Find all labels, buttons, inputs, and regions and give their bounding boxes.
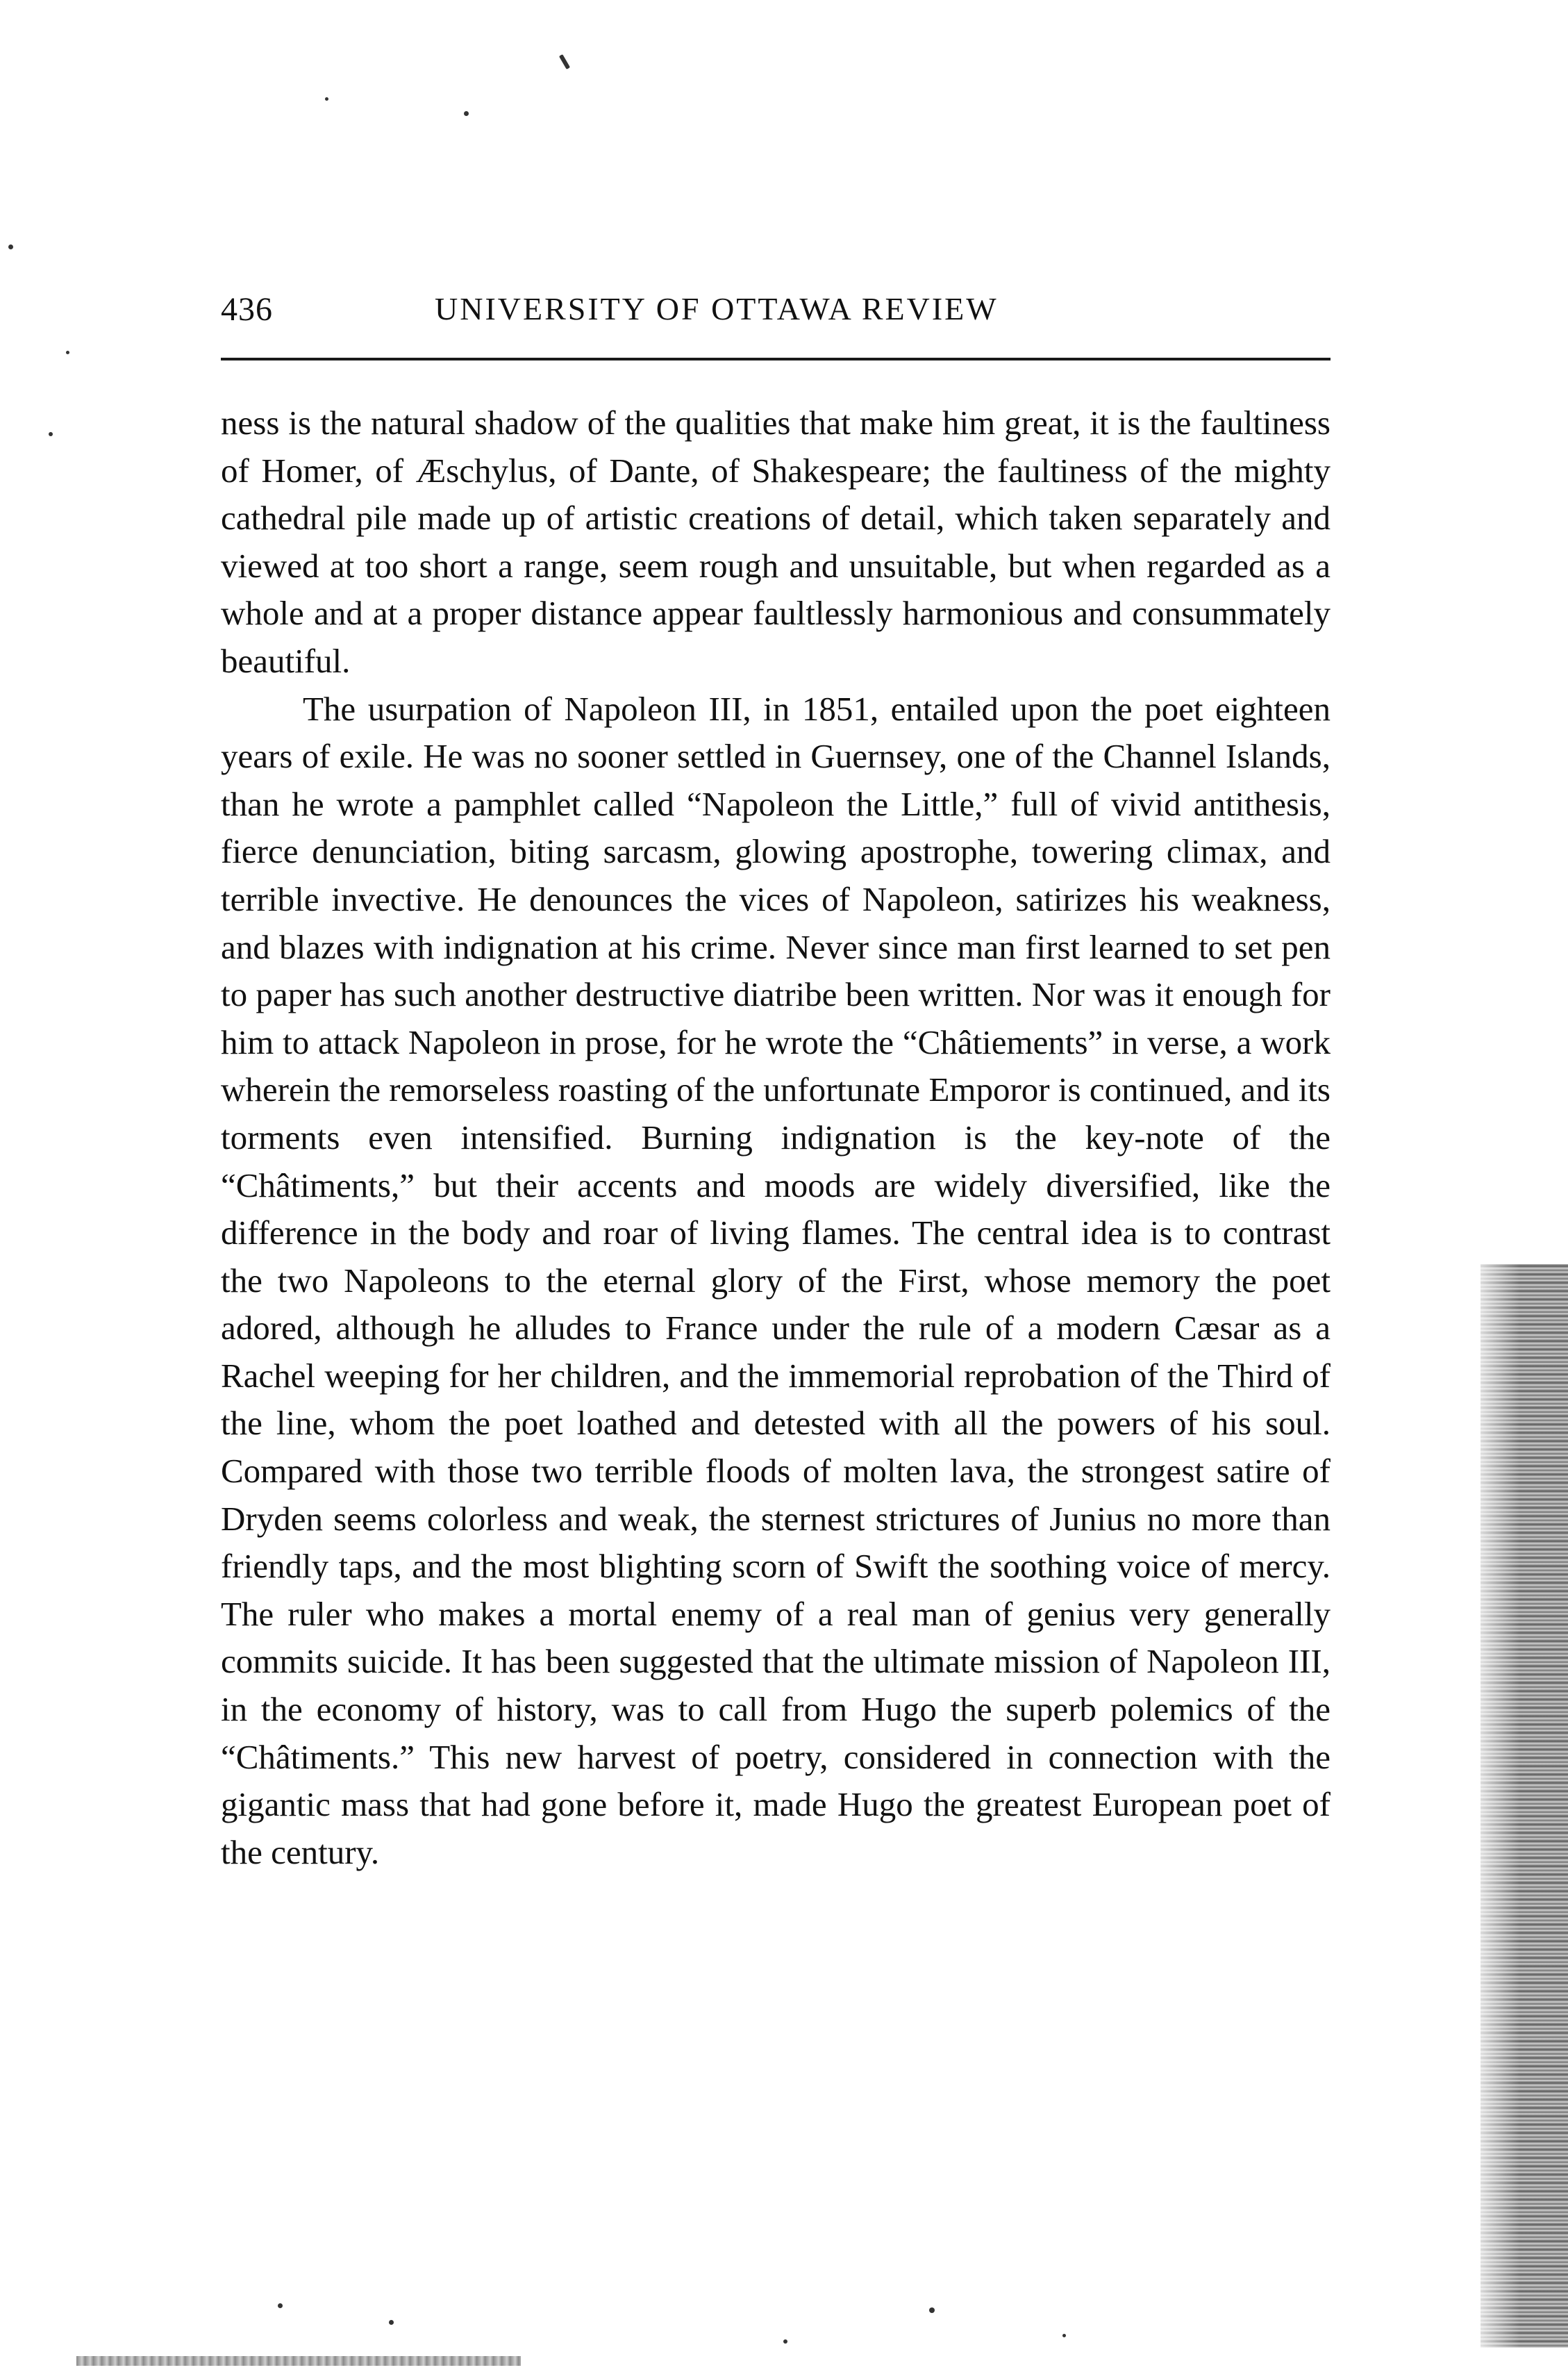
scan-speck xyxy=(559,54,570,69)
scan-speck xyxy=(783,2339,787,2344)
paragraph-continued: ness is the natural shadow of the qualities that make him great, it is the faultiness of Homer, of Æschylus, of Dante, of Shakespeare; the faultiness of the mighty cathedral pile made up of artistic creations of detail, which taken separately and viewed at too short a range, seem rough and unsuitable, but when regarded as a whole and at a proper distance appear faultlessly harmonious and consummately beautiful. xyxy=(221,404,1331,680)
scan-speck xyxy=(1062,2334,1066,2337)
scan-speck xyxy=(929,2307,935,2313)
scan-speck xyxy=(389,2320,394,2325)
running-title: UNIVERSITY OF OTTAWA REVIEW xyxy=(435,291,999,326)
scan-bottom-artifact xyxy=(76,2356,521,2366)
scan-speck xyxy=(464,111,469,116)
scan-speck xyxy=(49,432,53,436)
page-number: 436 xyxy=(221,291,273,328)
scan-speck xyxy=(8,244,13,249)
scan-speck xyxy=(278,2303,283,2308)
header-rule xyxy=(221,358,1331,360)
scan-speck xyxy=(66,351,69,354)
scan-edge-fade xyxy=(1481,1264,1568,2348)
body-text xyxy=(221,399,1331,1876)
page-header xyxy=(221,290,1331,353)
scan-speck xyxy=(325,97,328,101)
paragraph-napoleon: The usurpation of Napoleon III, in 1851, entailed upon the poet eighteen years of exile. He was no sooner settled in Guernsey, one of the Channel Islands, than he wrote a pamphlet called “Napoleon the Little,” full of vivid antithesis, fierce denunciation, biting sarcasm, glowing apostrophe, towering climax, and terrible invective. He denounces the vices of Napoleon, satirizes his weakness, and blazes with indignation at his crime. Never since man first learned to set pen to paper has such another destructive diatribe been written. Nor was it enough for him to attack Napoleon in prose, for he wrote the “Châtiements” in verse, a work wherein the remorseless roasting of the unfortunate Emporor is continued, and its torments even intensified. Burning indignation is the key-note of the “Châtiments,” but their accents and moods are widely diversified, like the difference in the body and roar of living flames. The central idea is to contrast the two Napoleons to the eternal glory of the First, whose memory the poet adored, although he alludes to France under the rule of a modern Cæsar as a Rachel weeping for her children, and the immemorial reprobation of the Third of the line, whom the poet loathed and detested with all the powers of his soul. Compared with those two terrible floods of molten lava, the strongest satire of Dryden seems colorless and weak, the sternest strictures of Junius no more than friendly taps, and the most blighting scorn of Swift the soothing voice of mercy. The ruler who makes a mortal enemy of a real man of genius very generally commits suicide. It has been suggested that the ultimate mission of Napoleon III, in the economy of history, was to call from Hugo the superb polemics of the “Châtiments.” This new harvest of poetry, considered in connection with the gigantic mass that had gone before it, made Hugo the greatest European poet of the century. xyxy=(221,689,1331,1871)
